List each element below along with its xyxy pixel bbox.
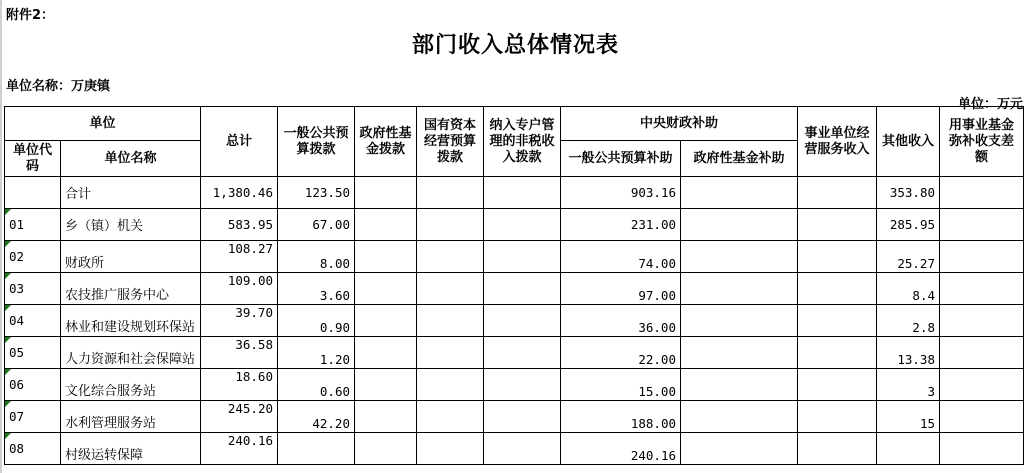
sheet-left-border (0, 0, 2, 473)
cell-special[interactable] (484, 209, 561, 241)
cell-service[interactable] (798, 401, 877, 433)
cell-unit-code[interactable] (5, 209, 61, 241)
error-indicator-icon (5, 241, 11, 247)
cell-gov-fund[interactable] (355, 177, 417, 209)
cell-state-capital[interactable] (417, 241, 484, 273)
header-fund-makeup: 用事业基金弥补收支差额 (940, 107, 1024, 177)
cell-other[interactable]: 285.95 (877, 209, 940, 241)
cell-fund[interactable] (940, 337, 1024, 369)
cell-service[interactable] (798, 209, 877, 241)
table-row (5, 241, 1024, 273)
cell-unit-name[interactable]: 农技推广服务中心 (61, 273, 201, 305)
cell-unit-name[interactable]: 文化综合服务站 (61, 369, 201, 401)
cell-unit-name[interactable]: 水利管理服务站 (61, 401, 201, 433)
page-title: 部门收入总体情况表 (411, 32, 619, 58)
cell-special[interactable] (484, 401, 561, 433)
cell-unit-code[interactable] (5, 401, 61, 433)
cell-total[interactable]: 240.16 (201, 433, 278, 465)
error-indicator-icon (5, 337, 11, 343)
cell-total[interactable]: 36.58 (201, 337, 278, 369)
cell-gov-fund[interactable] (355, 433, 417, 465)
cell-fund[interactable] (940, 241, 1024, 273)
cell-total[interactable]: 39.70 (201, 305, 278, 337)
cell-central-general[interactable]: 74.00 (561, 241, 681, 273)
cell-general[interactable]: 123.50 (278, 177, 355, 209)
unit-code-text: 01 (9, 217, 25, 232)
unit-code-text: 08 (9, 441, 25, 456)
cell-central-fund[interactable] (681, 337, 798, 369)
error-indicator-icon (5, 433, 11, 439)
header-central-fund: 政府性基金补助 (681, 141, 798, 177)
table-row (5, 337, 1024, 369)
cell-general[interactable]: 0.60 (278, 369, 355, 401)
unit-code-text: 05 (9, 345, 25, 360)
cell-unit-code[interactable] (5, 433, 61, 465)
header-gov-fund: 政府性基金拨款 (355, 107, 417, 177)
cell-service[interactable] (798, 273, 877, 305)
cell-gov-fund[interactable] (355, 273, 417, 305)
unit-code-text: 06 (9, 377, 25, 392)
header-total: 总计 (201, 107, 278, 177)
table-row (5, 433, 1024, 465)
cell-central-fund[interactable] (681, 433, 798, 465)
unit-label: 单位：万元 (957, 97, 1023, 112)
cell-special[interactable] (484, 305, 561, 337)
cell-unit-code[interactable] (5, 241, 61, 273)
cell-unit-name[interactable]: 林业和建设规划环保站 (61, 305, 201, 337)
cell-central-fund[interactable] (681, 369, 798, 401)
table-row (5, 305, 1024, 337)
cell-unit-code[interactable] (5, 337, 61, 369)
cell-state-capital[interactable] (417, 337, 484, 369)
cell-general[interactable]: 8.00 (278, 241, 355, 273)
cell-central-general[interactable]: 903.16 (561, 177, 681, 209)
cell-general[interactable]: 0.90 (278, 305, 355, 337)
cell-fund[interactable] (940, 401, 1024, 433)
cell-fund[interactable] (940, 273, 1024, 305)
cell-general[interactable]: 1.20 (278, 337, 355, 369)
table-row (5, 401, 1024, 433)
cell-state-capital[interactable] (417, 273, 484, 305)
cell-gov-fund[interactable] (355, 369, 417, 401)
cell-other[interactable] (877, 433, 940, 465)
cell-central-fund[interactable] (681, 241, 798, 273)
table-row (5, 273, 1024, 305)
header-unit: 单位 (5, 107, 201, 141)
cell-fund[interactable] (940, 177, 1024, 209)
cell-state-capital[interactable] (417, 369, 484, 401)
error-indicator-icon (5, 401, 11, 407)
cell-central-general[interactable]: 231.00 (561, 209, 681, 241)
cell-central-fund[interactable] (681, 177, 798, 209)
cell-unit-code[interactable] (5, 369, 61, 401)
cell-state-capital[interactable] (417, 177, 484, 209)
cell-other[interactable]: 2.8 (877, 305, 940, 337)
income-table (4, 106, 1024, 465)
cell-unit-name[interactable]: 合计 (61, 177, 201, 209)
cell-special[interactable] (484, 337, 561, 369)
cell-other[interactable]: 3 (877, 369, 940, 401)
unit-code-text: 04 (9, 313, 25, 328)
cell-central-fund[interactable] (681, 305, 798, 337)
unit-code-text: 02 (9, 249, 25, 264)
header-special-nontax: 纳入专户管理的非税收入拨款 (484, 107, 561, 177)
cell-service[interactable] (798, 337, 877, 369)
error-indicator-icon (5, 209, 11, 215)
cell-central-general[interactable]: 97.00 (561, 273, 681, 305)
cell-special[interactable] (484, 241, 561, 273)
cell-unit-name[interactable]: 人力资源和社会保障站 (61, 337, 201, 369)
cell-service[interactable] (798, 241, 877, 273)
cell-special[interactable] (484, 273, 561, 305)
cell-service[interactable] (798, 305, 877, 337)
cell-fund[interactable] (940, 209, 1024, 241)
cell-fund[interactable] (940, 369, 1024, 401)
cell-unit-name[interactable]: 村级运转保障 (61, 433, 201, 465)
header-other-income: 其他收入 (877, 107, 940, 177)
table-row (5, 177, 1024, 209)
cell-central-general[interactable]: 36.00 (561, 305, 681, 337)
cell-gov-fund[interactable] (355, 305, 417, 337)
cell-state-capital[interactable] (417, 305, 484, 337)
header-central-general: 一般公共预算补助 (561, 141, 681, 177)
cell-gov-fund[interactable] (355, 337, 417, 369)
error-indicator-icon (5, 369, 11, 375)
attachment-label: 附件2： (6, 8, 55, 23)
cell-central-general[interactable]: 240.16 (561, 433, 681, 465)
cell-total[interactable]: 18.60 (201, 369, 278, 401)
cell-unit-code[interactable] (5, 273, 61, 305)
table-row (5, 209, 1024, 241)
cell-fund[interactable] (940, 433, 1024, 465)
unit-code-text: 07 (9, 409, 25, 424)
cell-special[interactable] (484, 433, 561, 465)
cell-central-fund[interactable] (681, 209, 798, 241)
cell-general[interactable]: 3.60 (278, 273, 355, 305)
cell-other[interactable]: 13.38 (877, 337, 940, 369)
cell-gov-fund[interactable] (355, 401, 417, 433)
cell-other[interactable]: 8.4 (877, 273, 940, 305)
cell-total[interactable]: 109.00 (201, 273, 278, 305)
cell-general[interactable]: 42.20 (278, 401, 355, 433)
cell-special[interactable] (484, 369, 561, 401)
header-unit-name: 单位名称 (61, 141, 201, 177)
cell-gov-fund[interactable] (355, 241, 417, 273)
cell-fund[interactable] (940, 305, 1024, 337)
cell-central-general[interactable]: 188.00 (561, 401, 681, 433)
table-row (5, 369, 1024, 401)
header-central-subsidy: 中央财政补助 (561, 107, 798, 141)
error-indicator-icon (5, 273, 11, 279)
cell-total[interactable]: 583.95 (201, 209, 278, 241)
cell-unit-code[interactable] (5, 305, 61, 337)
cell-state-capital[interactable] (417, 433, 484, 465)
header-public-service: 事业单位经营服务收入 (798, 107, 877, 177)
cell-other[interactable]: 353.80 (877, 177, 940, 209)
cell-central-fund[interactable] (681, 401, 798, 433)
header-unit-code: 单位代码 (5, 141, 61, 177)
cell-general[interactable] (278, 433, 355, 465)
header-state-capital: 国有资本经营预算拨款 (417, 107, 484, 177)
cell-other[interactable]: 15 (877, 401, 940, 433)
cell-central-fund[interactable] (681, 273, 798, 305)
unit-name-label: 单位名称：万庚镇 (6, 79, 111, 94)
cell-state-capital[interactable] (417, 209, 484, 241)
error-indicator-icon (5, 305, 11, 311)
cell-gov-fund[interactable] (355, 209, 417, 241)
cell-other[interactable]: 25.27 (877, 241, 940, 273)
cell-service[interactable] (798, 177, 877, 209)
cell-service[interactable] (798, 433, 877, 465)
cell-central-general[interactable]: 15.00 (561, 369, 681, 401)
header-general-budget: 一般公共预算拨款 (278, 107, 355, 177)
cell-central-general[interactable]: 22.00 (561, 337, 681, 369)
cell-unit-name[interactable]: 乡（镇）机关 (61, 209, 201, 241)
cell-total[interactable]: 1,380.46 (201, 177, 278, 209)
cell-unit-name[interactable]: 财政所 (61, 241, 201, 273)
cell-special[interactable] (484, 177, 561, 209)
cell-total[interactable]: 245.20 (201, 401, 278, 433)
cell-total[interactable]: 108.27 (201, 241, 278, 273)
cell-unit-code[interactable] (5, 177, 61, 209)
cell-state-capital[interactable] (417, 401, 484, 433)
cell-general[interactable]: 67.00 (278, 209, 355, 241)
unit-code-text: 03 (9, 281, 25, 296)
cell-service[interactable] (798, 369, 877, 401)
